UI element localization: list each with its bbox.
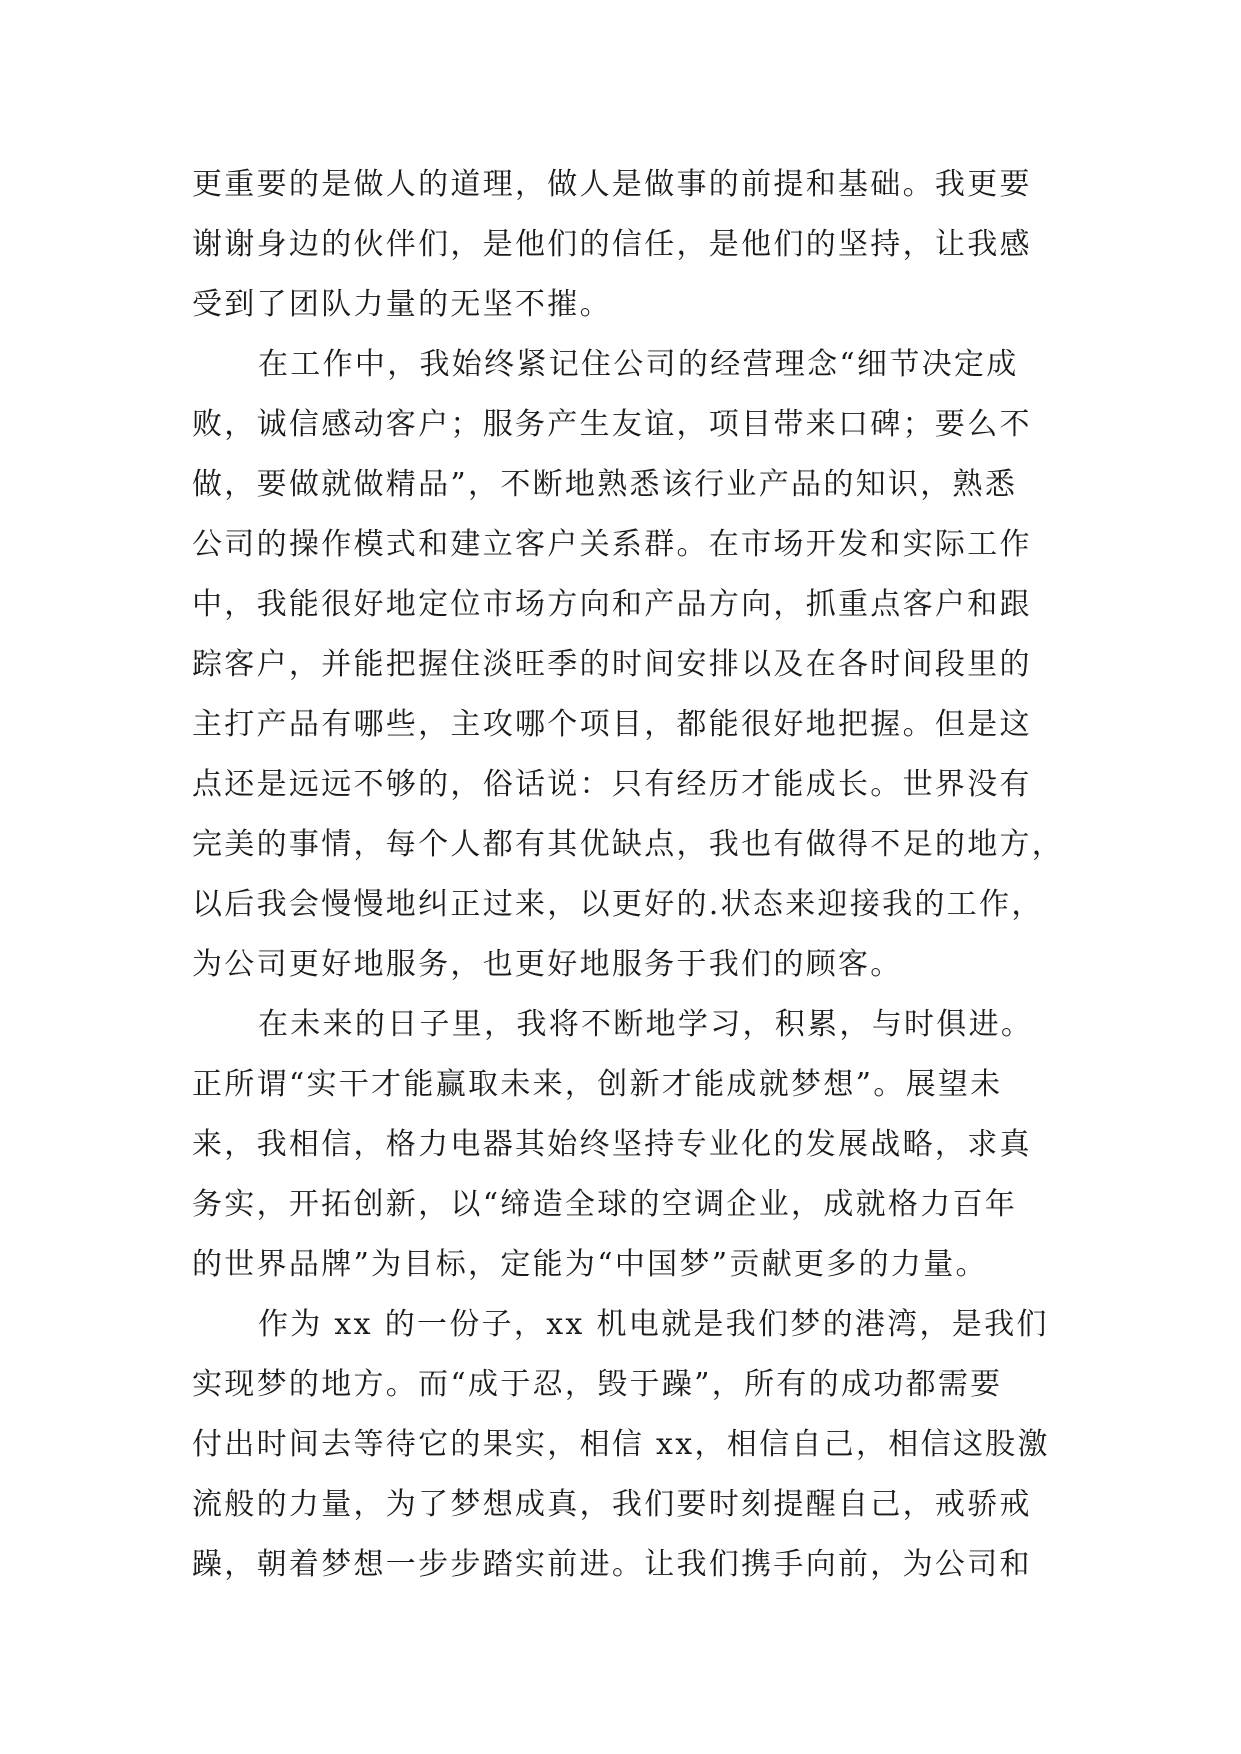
text-line: 受到了团队力量的无坚不摧。 xyxy=(192,287,612,322)
text-line: 作为 xx 的一份子，xx 机电就是我们梦的港湾，是我们 xyxy=(258,1307,1049,1342)
text-line: 务实，开拓创新，以“缔造全球的空调企业，成就格力百年 xyxy=(192,1187,1018,1222)
text-line: 流般的力量，为了梦想成真，我们要时刻提醒自己，戒骄戒 xyxy=(192,1487,1032,1522)
document-body xyxy=(192,155,1065,1595)
text-line: 的世界品牌”为目标，定能为“中国梦”贡献更多的力量。 xyxy=(192,1247,988,1282)
text-line: 正所谓“实干才能赢取未来，创新才能成就梦想”。展望未 xyxy=(192,1067,1003,1102)
text-line: 谢谢身边的伙伴们，是他们的信任，是他们的坚持，让我感 xyxy=(192,227,1032,262)
text-line: 中，我能很好地定位市场方向和产品方向，抓重点客户和跟 xyxy=(192,587,1032,622)
text-line: 败，诚信感动客户；服务产生友谊，项目带来口碑；要么不 xyxy=(192,407,1032,442)
text-line: 实现梦的地方。而“成于忍，毁于躁”，所有的成功都需要 xyxy=(192,1367,1003,1402)
text-line: 在工作中，我始终紧记住公司的经营理念“细节决定成 xyxy=(258,347,1019,382)
text-line: 踪客户，并能把握住淡旺季的时间安排以及在各时间段里的 xyxy=(192,647,1032,682)
text-line: 做，要做就做精品”，不断地熟悉该行业产品的知识，熟悉 xyxy=(192,467,1018,502)
text-line: 更重要的是做人的道理，做人是做事的前提和基础。我更要 xyxy=(192,167,1032,202)
text-line: 为公司更好地服务，也更好地服务于我们的顾客。 xyxy=(192,947,903,982)
text-line: 点还是远远不够的，俗话说：只有经历才能成长。世界没有 xyxy=(192,767,1032,802)
text-line: 以后我会慢慢地纠正过来，以更好的.状态来迎接我的工作， xyxy=(192,887,1044,922)
text-line: 付出时间去等待它的果实，相信 xx，相信自己，相信这股激 xyxy=(192,1427,1050,1462)
text-line: 在未来的日子里，我将不断地学习，积累，与时俱进。 xyxy=(258,1007,1034,1042)
text-line: 主打产品有哪些，主攻哪个项目，都能很好地把握。但是这 xyxy=(192,707,1032,742)
text-line: 公司的操作模式和建立客户关系群。在市场开发和实际工作 xyxy=(192,527,1032,562)
text-line: 来，我相信，格力电器其始终坚持专业化的发展战略，求真 xyxy=(192,1127,1032,1162)
text-line: 完美的事情，每个人都有其优缺点，我也有做得不足的地方， xyxy=(192,827,1065,862)
text-line: 躁，朝着梦想一步步踏实前进。让我们携手向前，为公司和 xyxy=(192,1547,1032,1582)
